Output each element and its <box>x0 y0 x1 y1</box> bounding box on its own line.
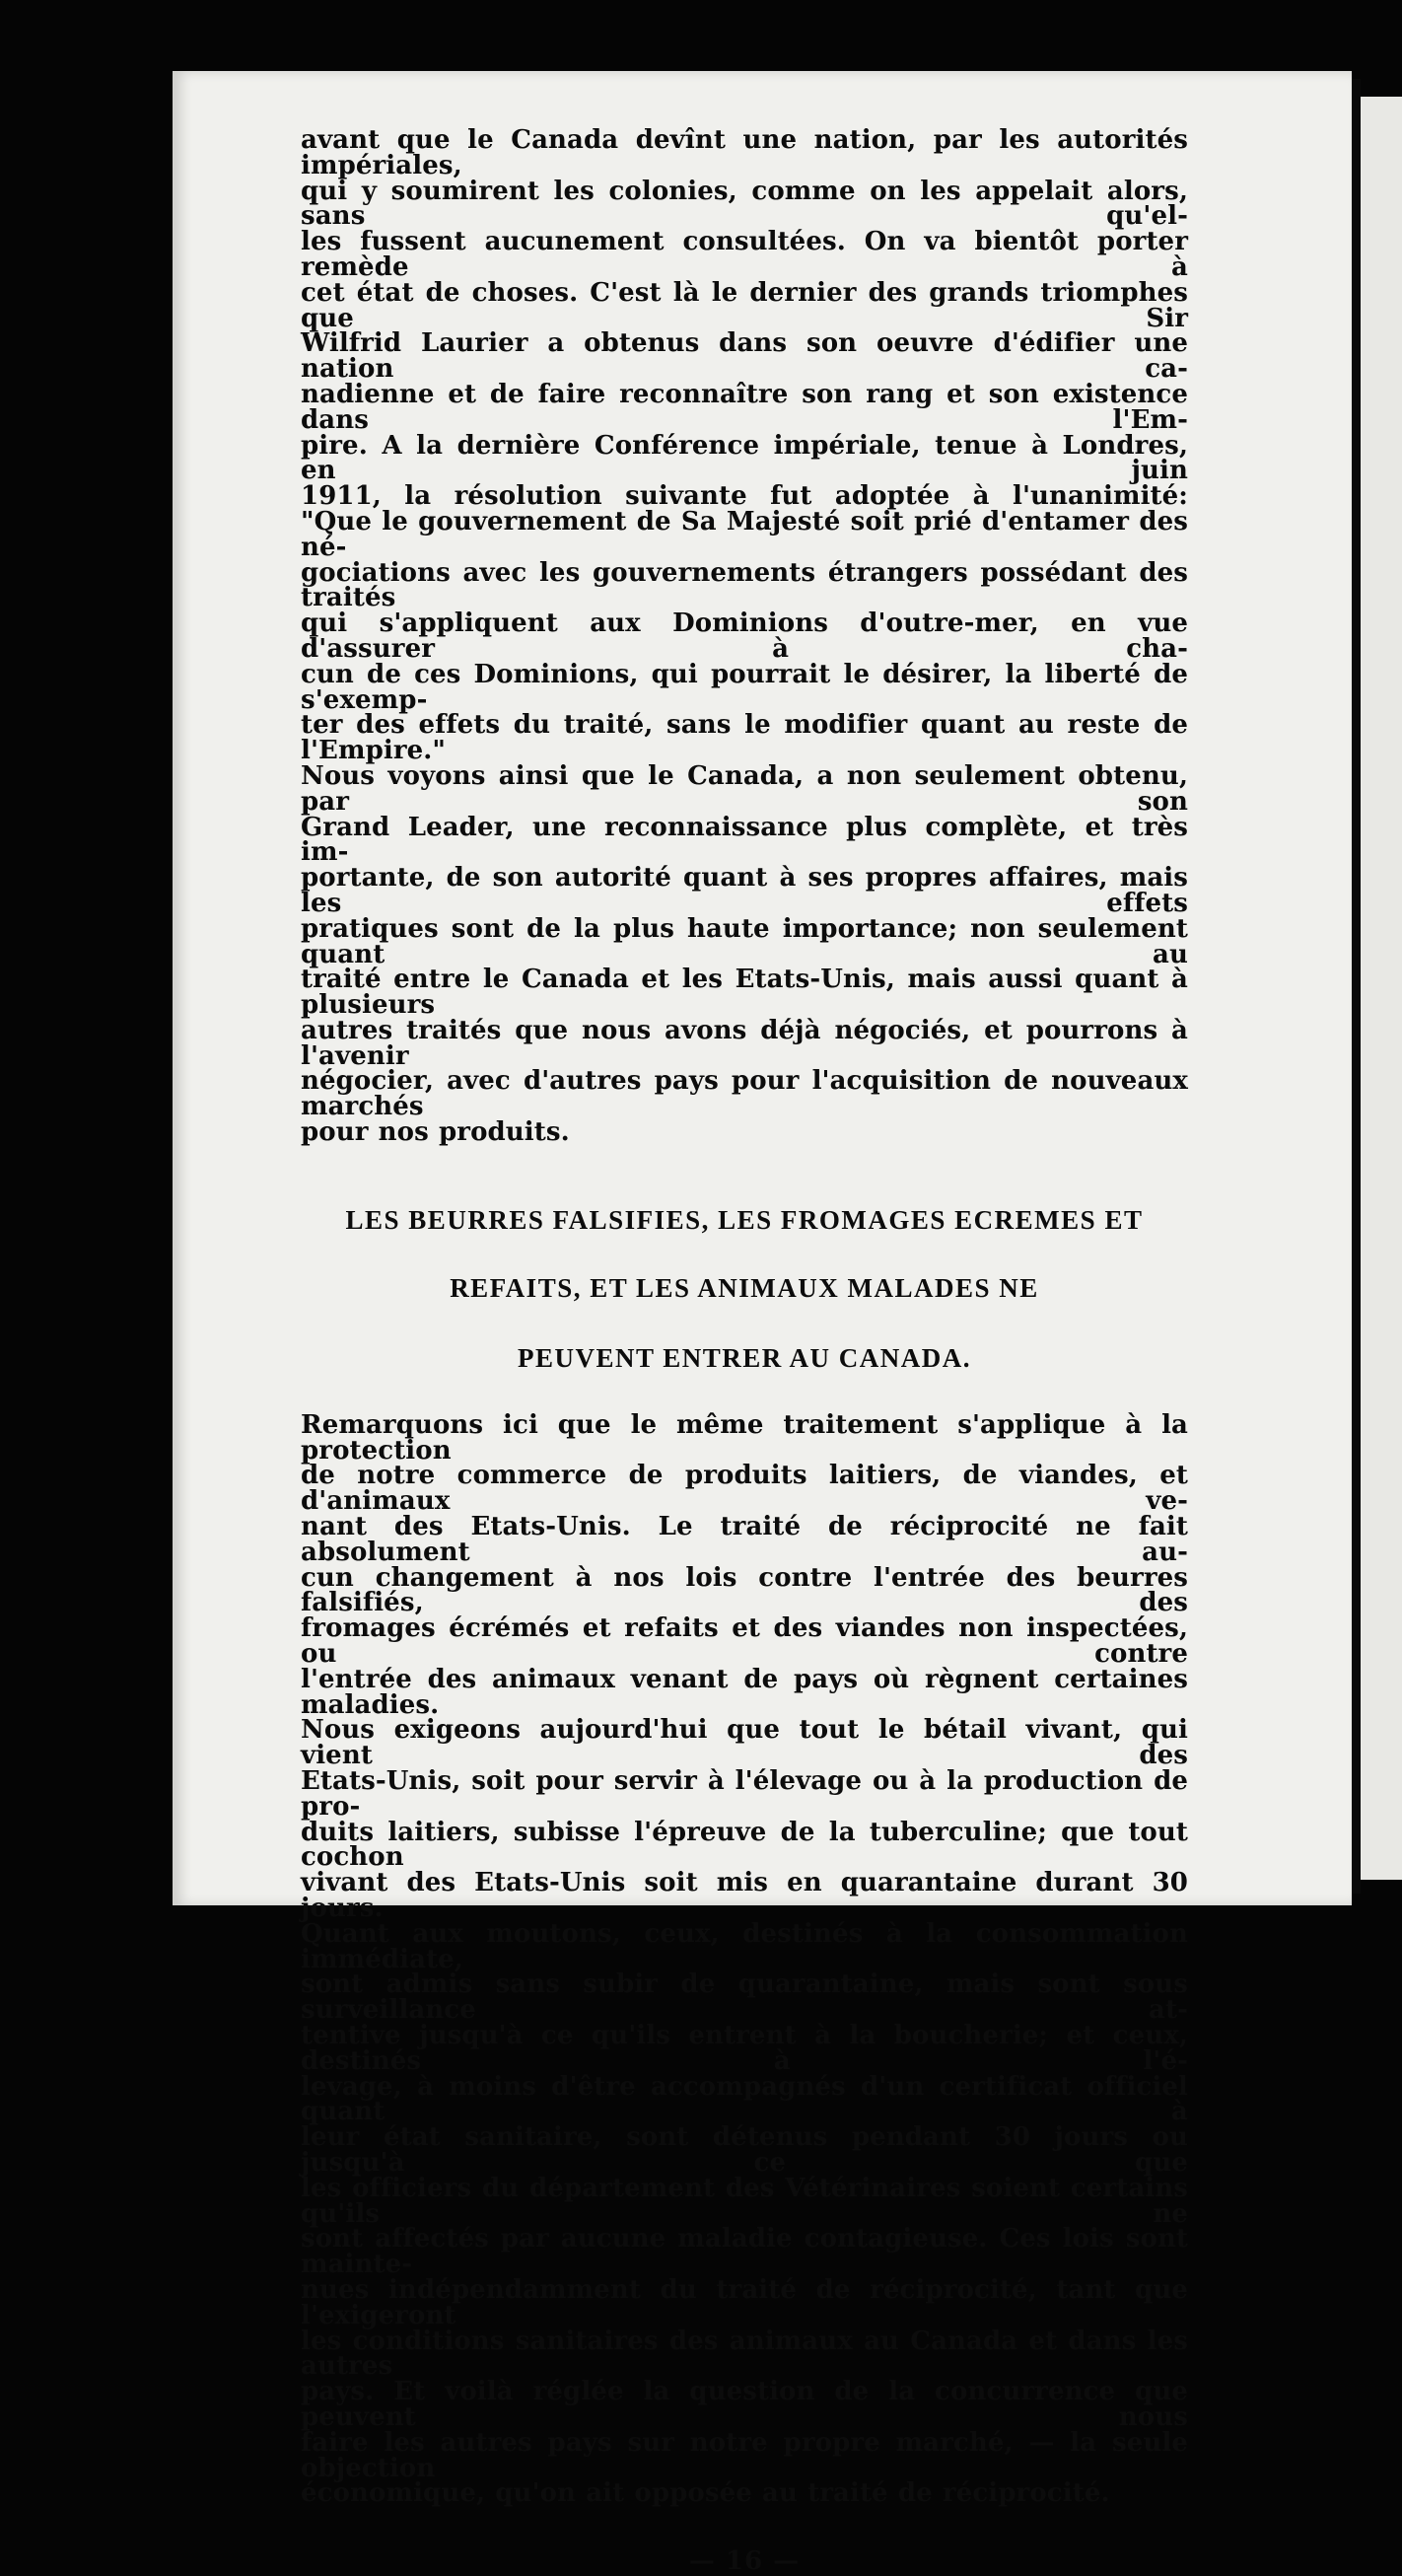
text-line: duits laitiers, subisse l'épreuve de la tuberculine; que tout cochon <box>301 1817 1188 1873</box>
section-heading-line-1: LES BEURRES FALSIFIES, LES FROMAGES ECREMES ET <box>345 1204 1144 1235</box>
text-line: cun changement à nos lois contre l'entrée des beurres falsifiés, des <box>301 1562 1188 1618</box>
page-number: — 16 — <box>688 2546 801 2576</box>
text-line: Etats-Unis, soit pour servir à l'élevage ou à la production de pro- <box>301 1766 1188 1822</box>
text-line: Quant aux moutons, ceux, destinés à la consommation immédiate, <box>301 1918 1188 1974</box>
page-gap <box>1352 79 1361 1894</box>
text-line: levage, à moins d'être accompagnés d'un certificat officiel quant à <box>301 2071 1188 2127</box>
text-line: leur état sanitaire, sont détenus pendant 30 jours ou jusqu'à ce que <box>301 2122 1188 2178</box>
text-line: l'entrée des animaux venant de pays où règnent certaines maladies. <box>301 1664 1188 1720</box>
text-line: pire. A la dernière Conférence impériale, tenue à Londres, en juin <box>301 430 1188 486</box>
text-line: les conditions sanitaires des animaux au Canada et dans les autres <box>301 2326 1188 2382</box>
text-line: nadienne et de faire reconnaître son rang et son existence dans l'Em- <box>301 379 1188 435</box>
text-line: Wilfrid Laurier a obtenus dans son oeuvre d'édifier une nation ca- <box>301 328 1188 385</box>
text-line: tentive jusqu'à ce qu'ils entrent à la boucherie; et ceux, destinés à l'é- <box>301 2021 1188 2076</box>
text-line: cun de ces Dominions, qui pourrait le désirer, la liberté de s'exemp- <box>301 659 1188 715</box>
text-line: avant que le Canada devînt une nation, par les autorités impériales, <box>301 125 1188 180</box>
section-heading-line-2: REFAITS, ET LES ANIMAUX MALADES NE <box>450 1272 1039 1303</box>
text-line: sont admis sans subir de quarantaine, mais sont sous surveillance at- <box>301 1969 1188 2026</box>
text-line: pour nos produits. <box>301 1117 570 1148</box>
text-line: Nous exigeons aujourd'hui que tout le bétail vivant, qui vient des <box>301 1715 1188 1771</box>
text-line: traité entre le Canada et les Etats-Unis, mais aussi quant à plusieurs <box>301 965 1188 1021</box>
text-line: 1911, la résolution suivante fut adoptée à l'unanimité: <box>301 481 1188 512</box>
page-content <box>301 125 1188 2576</box>
text-line: portante, de son autorité quant à ses propres affaires, mais les effets <box>301 863 1188 918</box>
text-line: qui y soumirent les colonies, comme on les appelait alors, sans qu'el- <box>301 176 1188 232</box>
text-line: qui s'appliquent aux Dominions d'outre-mer, en vue d'assurer à cha- <box>301 608 1188 664</box>
text-line: nues indépendamment du traité de réciprocité, tant que l'exigeront <box>301 2274 1188 2330</box>
text-line: de notre commerce de produits laitiers, de viandes, et d'animaux ve- <box>301 1461 1188 1517</box>
paragraph-1 <box>301 125 1188 1148</box>
text-line: autres traités que nous avons déjà négociés, et pourrons à l'avenir <box>301 1015 1188 1071</box>
text-line: Remarquons ici que le même traitement s'applique à la protection <box>301 1409 1188 1466</box>
text-line: fromages écrémés et refaits et des viandes non inspectées, ou contre <box>301 1613 1188 1670</box>
text-line: ter des effets du traité, sans le modifier quant au reste de l'Empire." <box>301 710 1188 766</box>
text-line: "Que le gouvernement de Sa Majesté soit prié d'entamer des né- <box>301 506 1188 562</box>
text-line: pratiques sont de la plus haute importance; non seulement quant au <box>301 913 1188 969</box>
text-line: les officiers du département des Vétérinaires soient certains qu'ils ne <box>301 2173 1188 2229</box>
section-heading-line-3: PEUVENT ENTRER AU CANADA. <box>517 1342 972 1373</box>
text-line: Nous voyons ainsi que le Canada, a non seulement obtenu, par son <box>301 760 1188 817</box>
text-line: cet état de choses. C'est là le dernier des grands triomphes que Sir <box>301 277 1188 333</box>
text-line: gociations avec les gouvernements étrangers possédant des traités <box>301 557 1188 613</box>
paragraph-2 <box>301 1409 1188 2509</box>
text-line: sont affectés par aucune maladie contagieuse. Ces lois sont mainte- <box>301 2224 1188 2280</box>
text-line: faire les autres pays sur notre propre marché, — la seule objection <box>301 2427 1188 2483</box>
text-line: vivant des Etats-Unis soit mis en quarantaine durant 30 jours. <box>301 1868 1188 1924</box>
text-line: nant des Etats-Unis. Le traité de réciprocité ne fait absolument au- <box>301 1512 1188 1567</box>
text-line: les fussent aucunement consultées. On va bientôt porter remède à <box>301 227 1188 282</box>
text-line: économique, qu'on ait opposée au traité de réciprocité. <box>301 2478 1110 2509</box>
adjacent-page-edge <box>1361 97 1402 1880</box>
text-line: pays. Et voilà réglée la question de la concurrence que peuvent nous <box>301 2377 1188 2432</box>
text-line: négocier, avec d'autres pays pour l'acquisition de nouveaux marchés <box>301 1066 1188 1122</box>
text-line: Grand Leader, une reconnaissance plus complète, et très im- <box>301 812 1188 868</box>
